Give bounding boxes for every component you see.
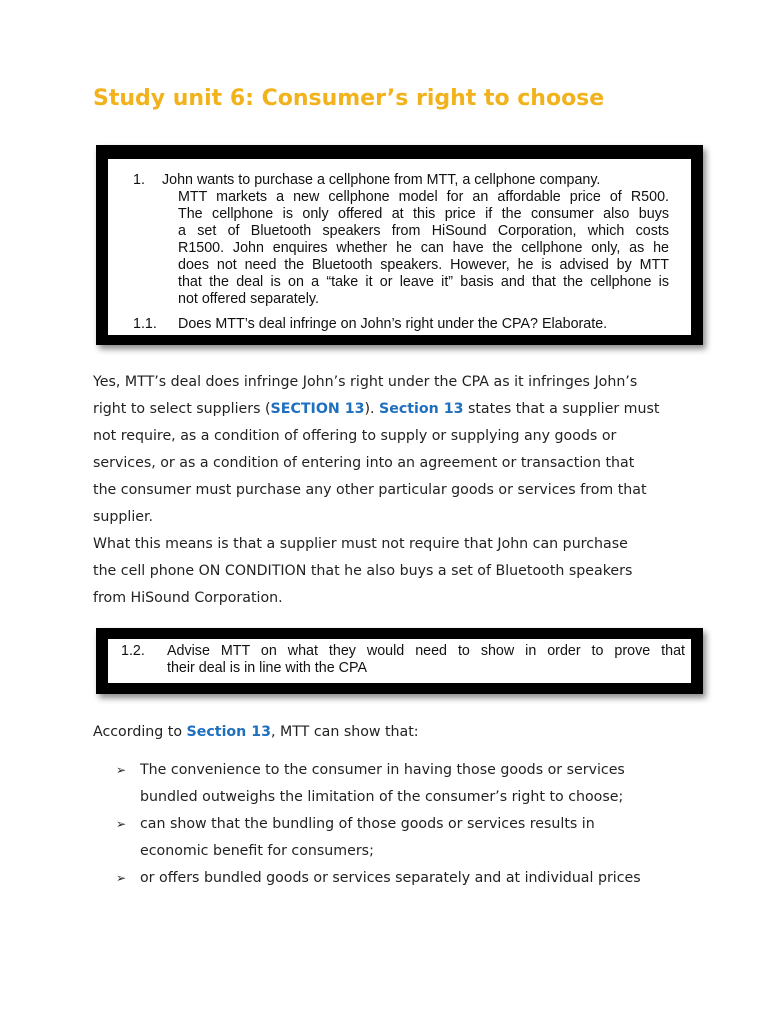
question-1-line: R1500. John enquires whether he can have the cellphone only, as he bbox=[178, 240, 669, 256]
question-1-1-text: Does MTT’s deal infringe on John’s right under the CPA? Elaborate. bbox=[178, 316, 608, 332]
question-2-box bbox=[96, 628, 703, 694]
list-item: ➢ or offers bundled goods or services separately and at individual prices bbox=[116, 865, 686, 892]
question-1-line: a set of Bluetooth speakers from HiSound Corporation, which costs bbox=[178, 223, 669, 239]
answer-1-line: not require, as a condition of offering to supply or supplying any goods or bbox=[93, 428, 617, 444]
question-2-line: their deal is in line with the CPA bbox=[167, 660, 367, 676]
answer-1-line: from HiSound Corporation. bbox=[93, 590, 283, 606]
page-title: Study unit 6: Consumer’s right to choose bbox=[93, 86, 605, 111]
question-2-line: Advise MTT on what they would need to show in order to prove that bbox=[167, 643, 685, 659]
answer-2-intro: According to Section 13, MTT can show that: bbox=[93, 724, 419, 740]
section-13-reference: SECTION 13 bbox=[270, 401, 365, 417]
list-item: ➢ The convenience to the consumer in having those goods or services bundled outweighs the limitation of the consumer’s right to choose; bbox=[116, 757, 686, 811]
list-item: ➢ can show that the bundling of those goods or services results in economic benefit for consumers; bbox=[116, 811, 686, 865]
question-1-line: that the deal is on a “take it or leave it” basis and that the cellphone is bbox=[178, 274, 669, 290]
question-1-line: not offered separately. bbox=[178, 291, 319, 307]
question-1-line: John wants to purchase a cellphone from MTT, a cellphone company. bbox=[162, 172, 601, 188]
answer-1-line: What this means is that a supplier must not require that John can purchase bbox=[93, 536, 628, 552]
section-13-reference: Section 13 bbox=[186, 724, 271, 740]
answer-1-line: supplier. bbox=[93, 509, 154, 525]
answer-1-line: right to select suppliers (SECTION 13). Section 13 states that a supplier must bbox=[93, 401, 660, 417]
answer-1-line: the cell phone ON CONDITION that he also buys a set of Bluetooth speakers bbox=[93, 563, 633, 579]
answer-1-line: services, or as a condition of entering into an agreement or transaction that bbox=[93, 455, 635, 471]
arrow-bullet-icon: ➢ bbox=[116, 871, 127, 885]
answer-1-line: Yes, MTT’s deal does infringe John’s right under the CPA as it infringes John’s bbox=[93, 374, 638, 390]
question-1-content bbox=[108, 159, 691, 335]
question-2-content bbox=[108, 639, 691, 683]
section-13-reference: Section 13 bbox=[379, 401, 464, 417]
answer-1-line: the consumer must purchase any other particular goods or services from that bbox=[93, 482, 647, 498]
question-1-1-number: 1.1. bbox=[133, 316, 157, 332]
question-1-2-number: 1.2. bbox=[121, 643, 145, 659]
question-1-line: MTT markets a new cellphone model for an affordable price of R500. bbox=[178, 189, 669, 205]
question-1-line: does not need the Bluetooth speakers. However, he is advised by MTT bbox=[178, 257, 669, 273]
question-1-number: 1. bbox=[133, 172, 145, 188]
arrow-bullet-icon: ➢ bbox=[116, 763, 127, 777]
answer-1-paragraph bbox=[93, 369, 678, 612]
arrow-bullet-icon: ➢ bbox=[116, 817, 127, 831]
question-1-line: The cellphone is only offered at this price if the consumer also buys bbox=[178, 206, 669, 222]
answer-2-bullet-list bbox=[116, 757, 686, 892]
question-1-box bbox=[96, 145, 703, 345]
